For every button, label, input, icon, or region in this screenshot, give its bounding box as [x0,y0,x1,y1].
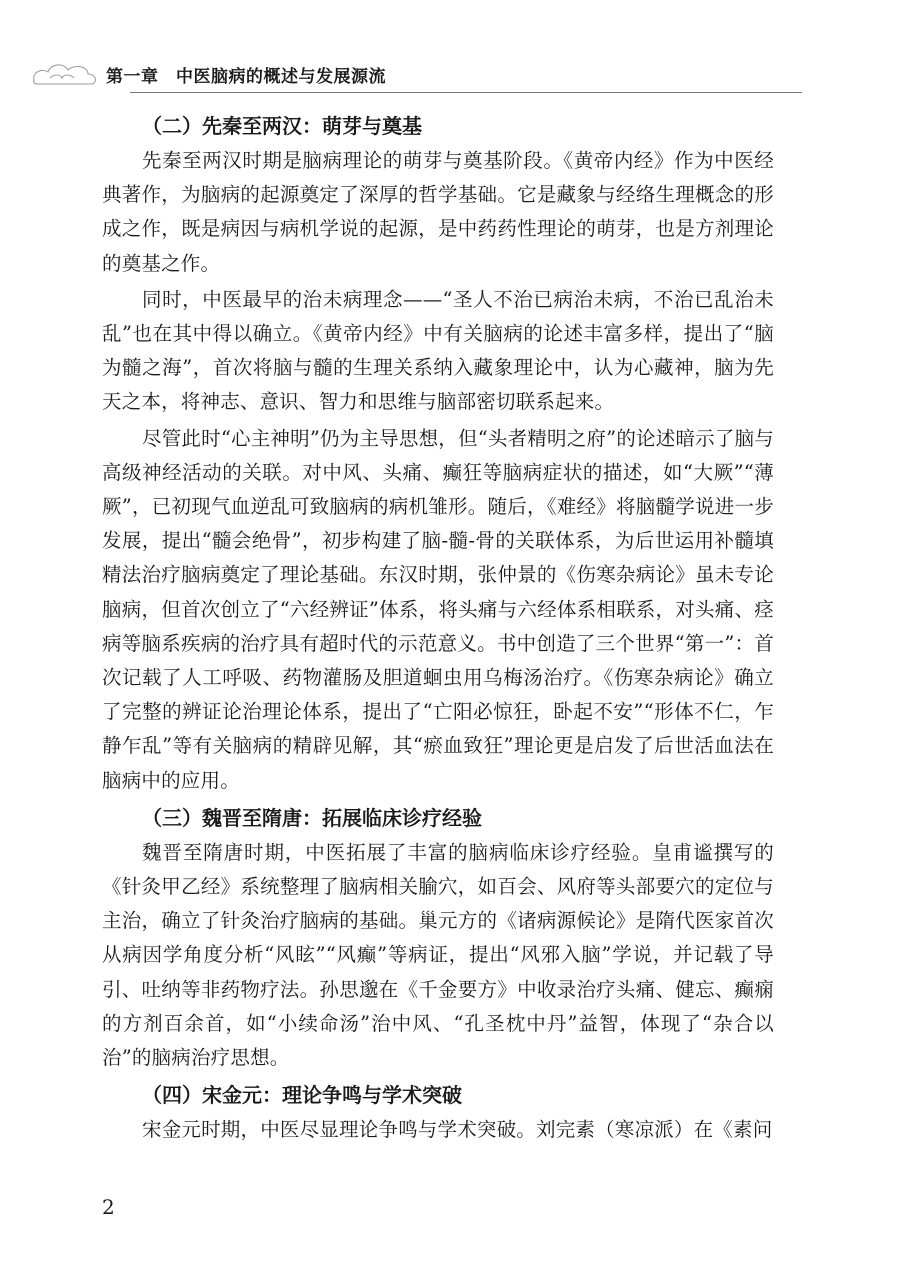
cloud-ornament-icon [30,58,100,88]
section-heading: （四）宋金元：理论争鸣与学术突破 [142,1083,462,1108]
running-header [30,54,810,94]
paragraph: 宋金元时期，中医尽显理论争鸣与学术突破。刘完素（寒凉派）在《素问 [142,1118,773,1142]
page-number: 2 [102,1195,115,1219]
section-heading: （二）先秦至两汉：萌芽与奠基 [142,114,422,138]
main-content [102,108,774,1149]
header-divider [130,92,802,93]
paragraph: 先秦至两汉时期是脑病理论的萌芽与奠基阶段。《黄帝内经》作为中医经典著作，为脑病的起源奠定了深厚的哲学基础。它是藏象与经络生理概念的形成之作，既是病因与病机学说的起源，是中药药性理论的萌芽，也是方剂理论的奠基之作。 [102,149,774,275]
paragraph: 同时，中医最早的治未病理念——“圣人不治已病治未病，不治已乱治未乱”也在其中得以确立。《黄帝内经》中有关脑病的论述丰富多样，提出了“脑为髓之海”，首次将脑与髓的生理关系纳入藏象理论中，认为心藏神，脑为先天之本，将神志、意识、智力和思维与脑部密切联系起来。 [102,287,774,414]
paragraph: 魏晋至隋唐时期，中医拓展了丰富的脑病临床诊疗经验。皇甫谧撰写的《针灸甲乙经》系统整理了脑病相关腧穴，如百会、风府等头部要穴的定位与主治，确立了针灸治疗脑病的基础。巢元方的《诸病源候论》是隋代医家首次从病因学角度分析“风眩”“风癫”等病证，提出“风邪入脑”学说，并记载了导引、吐纳等非药物疗法。孙思邈在《千金要方》中收录治疗头痛、健忘、癫痫的方剂百余首，如“小续命汤”治中风、“孔圣枕中丹”益智，体现了“杂合以治”的脑病治疗思想。 [102,840,774,1070]
chapter-title: 第一章 中医脑病的概述与发展源流 [106,67,386,87]
paragraph: 尽管此时“心主神明”仍为主导思想，但“头者精明之府”的论述暗示了脑与高级神经活动的关联。对中风、头痛、癫狂等脑病症状的描述，如“大厥”“薄厥”，已初现气血逆乱可致脑病的病机雏形。随后，《难经》将脑髓学说进一步发展，提出“髓会绝骨”，初步构建了脑-髓-骨的关联体系，为后世运用补髓填精法治疗脑病奠定了理论基础。东汉时期，张仲景的《伤寒杂病论》虽未专论脑病，但首次创立了“六经辨证”体系，将头痛与六经体系相联系，对头痛、痉病等脑系疾病的治疗具有超时代的示范意义。书中创造了三个世界“第一”：首次记载了人工呼吸、药物灌肠及胆道蛔虫用乌梅汤治疗。《伤寒杂病论》确立了完整的辨证论治理论体系，提出了“亡阳必惊狂，卧起不安”“形体不仁，乍静乍乱”等有关脑病的精辟见解，其“瘀血致狂”理论更是启发了后世活血法在脑病中的应用。 [102,426,774,792]
section-heading: （三）魏晋至隋唐：拓展临床诊疗经验 [142,805,482,830]
